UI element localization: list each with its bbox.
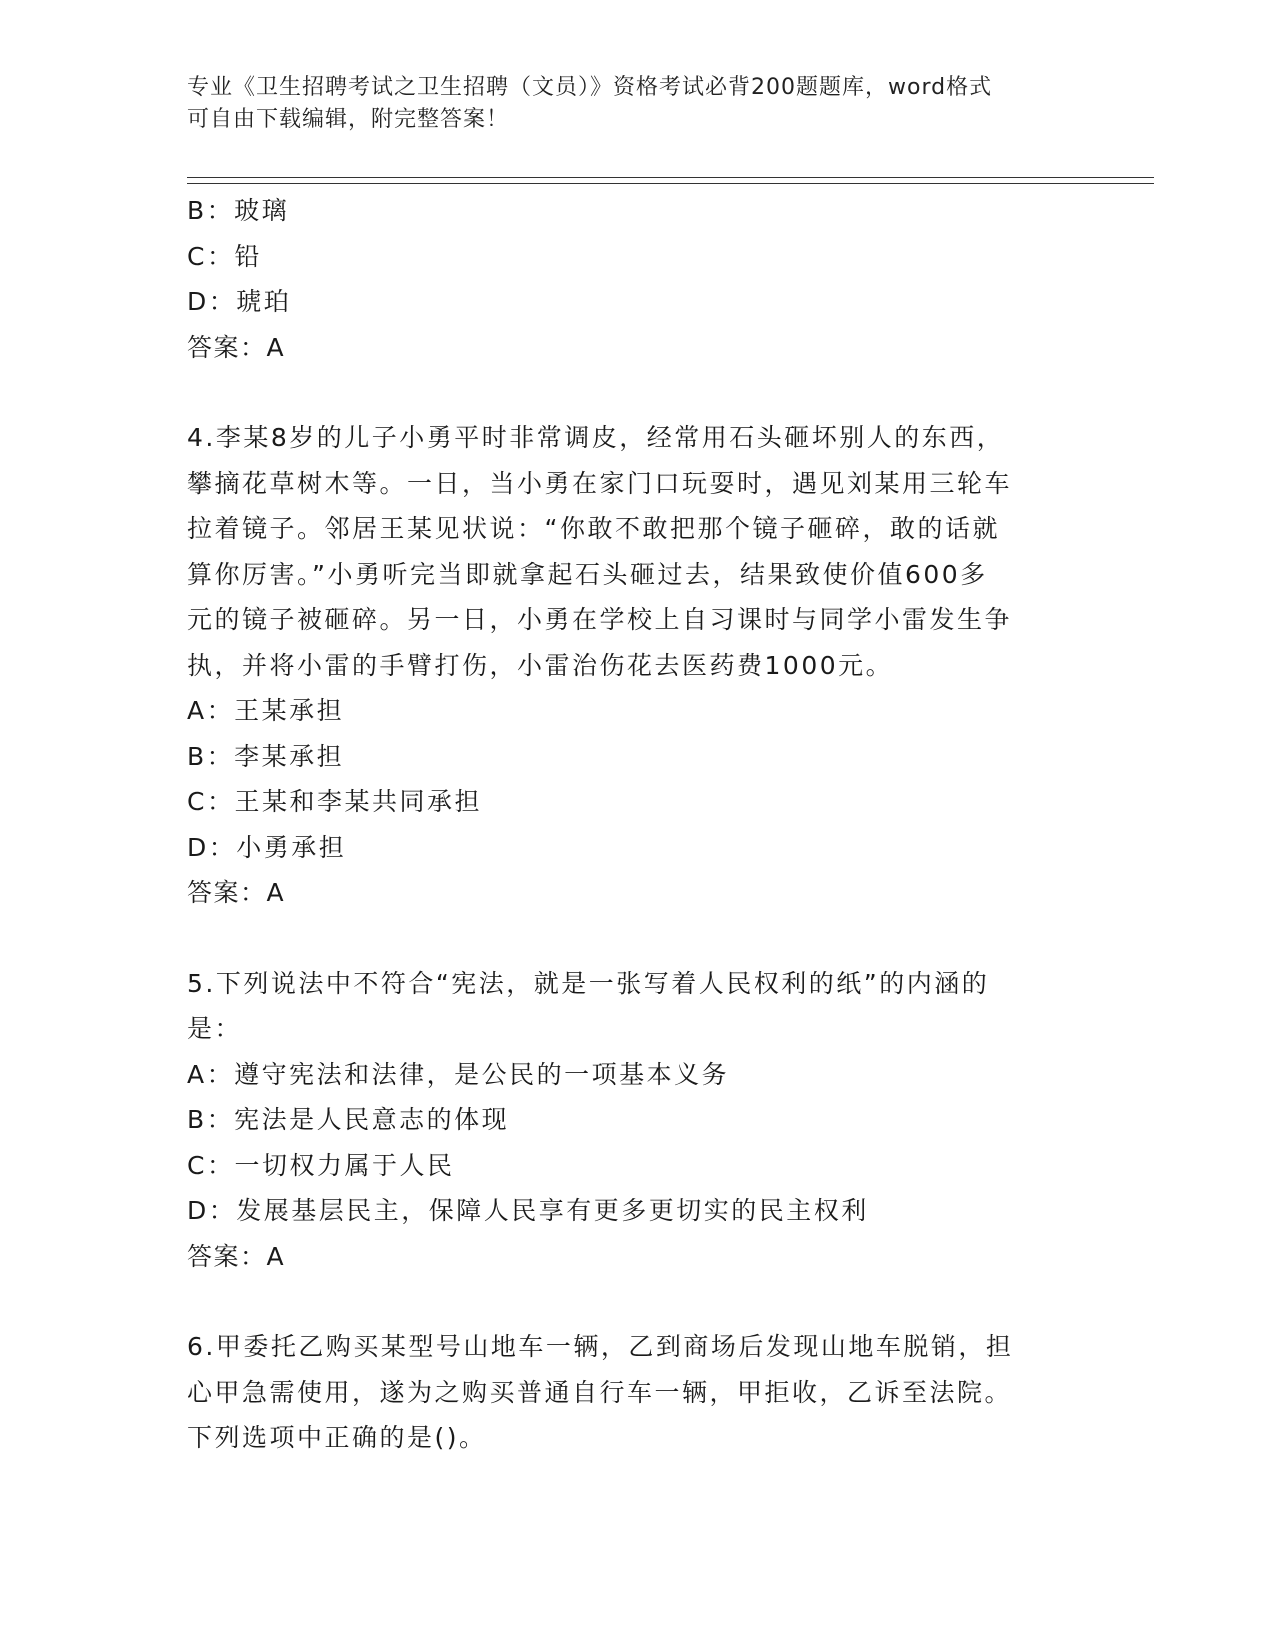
question-stem-line: 4.李某8岁的儿子小勇平时非常调皮，经常用石头砸坏别人的东西， <box>187 423 1005 452</box>
header-divider-bottom <box>187 183 1154 184</box>
question-spacer <box>187 916 1067 961</box>
answer-line: 答案：A <box>187 332 286 362</box>
option-c: C：王某和李某共同承担 <box>187 787 482 816</box>
header-title-line-1: 专业《卫生招聘考试之卫生招聘（文员）》资格考试必背200题题库，word格式 <box>187 75 993 100</box>
question-stem-line: 攀摘花草树木等。一日，当小勇在家门口玩耍时，遇见刘某用三轮车 <box>187 468 1013 498</box>
option-d: D：琥珀 <box>187 287 292 316</box>
question-stem-line: 是： <box>187 1014 243 1043</box>
page-header <box>187 72 1067 136</box>
question-stem-line: 心甲急需使用，遂为之购买普通自行车一辆，甲拒收，乙诉至法院。 <box>187 1377 1013 1407</box>
question-4 <box>187 415 1067 916</box>
answer-line: 答案：A <box>187 1241 286 1271</box>
question-stem-line: 5.下列说法中不符合“宪法，就是一张写着人民权利的纸”的内涵的 <box>187 968 990 998</box>
option-c: C：一切权力属于人民 <box>187 1150 455 1180</box>
question-stem-line: 执，并将小雷的手臂打伤，小雷治伤花去医药费1000元。 <box>187 650 894 680</box>
question-stem-line: 6.甲委托乙购买某型号山地车一辆，乙到商场后发现山地车脱销，担 <box>187 1332 1014 1361</box>
question-spacer <box>187 1279 1067 1324</box>
option-b: B：玻璃 <box>187 196 290 225</box>
document-body <box>187 188 1067 1461</box>
question-stem-line: 下列选项中正确的是()。 <box>187 1423 487 1452</box>
question-6 <box>187 1324 1067 1461</box>
answer-line: 答案：A <box>187 878 286 907</box>
option-d: D：小勇承担 <box>187 832 347 862</box>
question-3-continued <box>187 188 1067 370</box>
question-spacer <box>187 370 1067 415</box>
question-stem-line: 拉着镜子。邻居王某见状说：“你敢不敢把那个镜子砸碎，敢的话就 <box>187 514 1000 543</box>
question-stem-line: 元的镜子被砸碎。另一日，小勇在学校上自习课时与同学小雷发生争 <box>187 605 1013 634</box>
header-title-line-2: 可自由下载编辑，附完整答案！ <box>187 107 510 132</box>
question-stem-line: 算你厉害。”小勇听完当即就拿起石头砸过去，结果致使价值600多 <box>187 559 988 589</box>
option-a: A：遵守宪法和法律，是公民的一项基本义务 <box>187 1059 730 1089</box>
option-c: C：铅 <box>187 241 262 271</box>
option-a: A：王某承担 <box>187 696 345 725</box>
header-divider-top <box>187 177 1154 178</box>
option-d: D：发展基层民主，保障人民享有更多更切实的民主权利 <box>187 1196 869 1225</box>
option-b: B：宪法是人民意志的体现 <box>187 1105 510 1134</box>
option-b: B：李某承担 <box>187 741 345 771</box>
question-5 <box>187 961 1067 1280</box>
